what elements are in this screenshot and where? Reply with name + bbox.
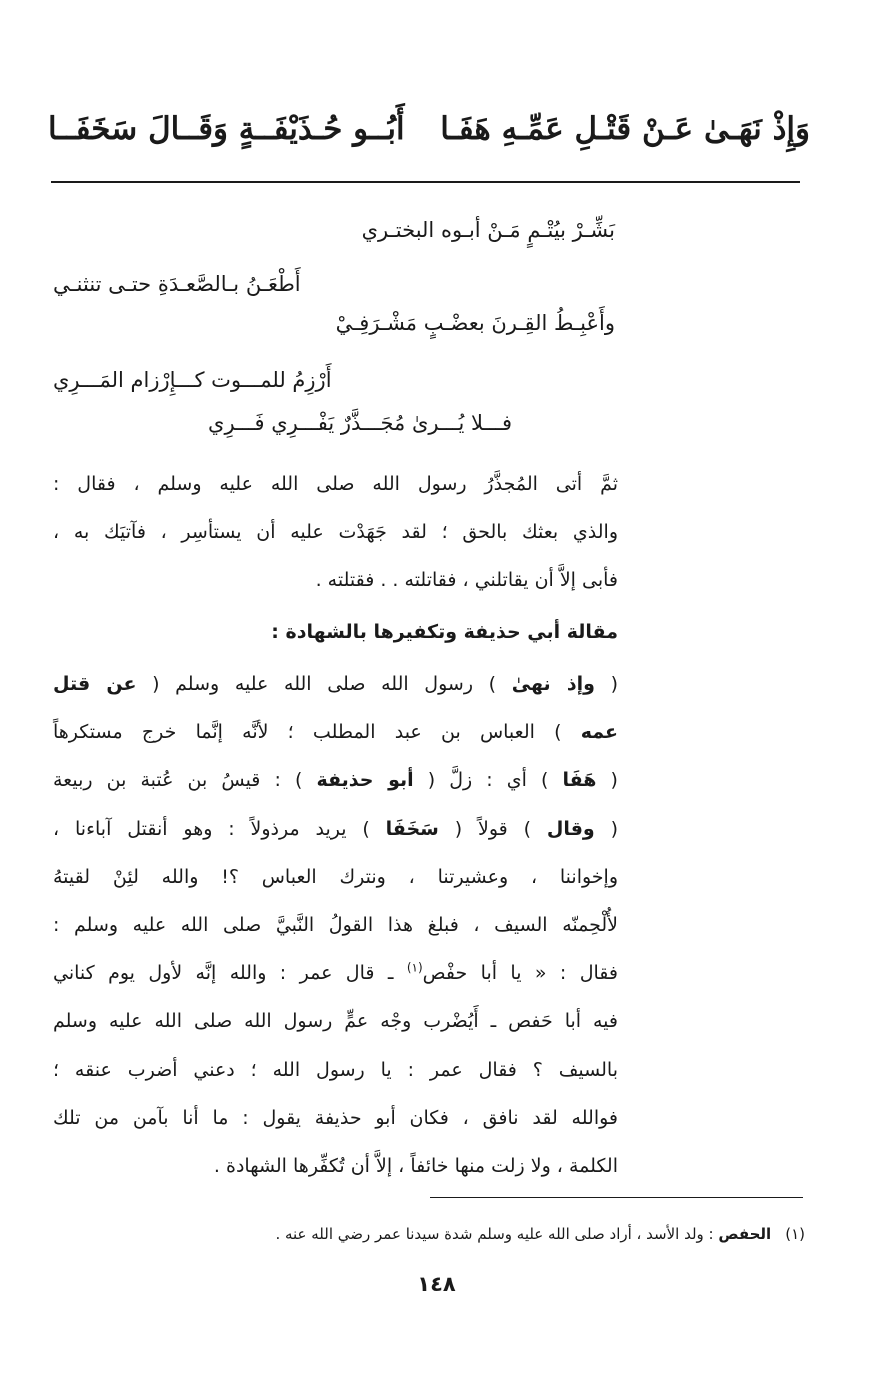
footnote [275,1222,805,1246]
paragraph-2-line-8: فيه أبا حَفص ـ أَيُضْرب وجْه عمٍّ رسول الله صلى الله عليه وسلم [53,1010,618,1033]
header-divider [51,181,800,183]
section-title: مقالة أبي حذيفة وتكفيرها بالشهادة : [271,621,618,643]
paragraph-2-line-4: ( وقال ) قولاً ( سَخَفَا ) يريد مرذولاً : وهو أنقتل آباءنا ، [53,817,619,840]
paragraph-1-line-1: ثمَّ أتى المُجذَّرُ رسول الله صلى الله عليه وسلم ، فقال : [53,473,618,495]
page-number: ١٤٨ [417,1272,456,1296]
paragraph-2 [53,660,618,1190]
verse-hemistich-right: وَإِذْ نَهَـىٰ عَـنْ قَتْـلِ عَمِّـهِ هَفَـا [440,111,810,147]
paragraph-2-line-10: فوالله لقد نافق ، فكان أبو حذيفة يقول : ما أنا بآمن من تلك [53,1106,618,1129]
paragraph-1 [53,460,618,605]
header-verse [48,104,810,164]
paragraph-1-line-2: والذي بعثك بالحق ؛ لقد جَهَدْت عليه أن يستأسِر ، فآتيَك به ، [53,521,618,544]
paragraph-2-line-7: فقال : « يا أبا حفْص$^{(١)}$ ـ قال عمر : والله إنَّه لأول يوم كناني [53,960,618,985]
paragraph-2-line-11: الكلمة ، ولا زلت منها خائفاً ، إلاَّ أن تُكفِّرها الشهادة . [213,1154,618,1177]
footnote-term: الحفص [718,1225,772,1243]
poem-line-2: أَطْعَـنُ بـالصَّعـدَةِ حتـى تنثنـي [53,272,301,296]
paragraph-2-line-9: بالسيف ؟ فقال عمر : يا رسول الله ؛ دعني أضرب عنقه ؛ [53,1058,618,1081]
footnote-marker[interactable]: (١) [406,960,423,975]
poem-line-1: بَشِّـرْ بيُتْـمٍ مَـنْ أبـوه البختـري [361,218,615,242]
paragraph-1-line-3: فأبى إلاَّ أن يقاتلني ، فقاتلته . . فقتلته . [315,569,618,592]
paragraph-2-line-6: لأُلْحِمنّه السيف ، فبلغ هذا القولُ النَّبيَّ صلى الله عليه وسلم : [53,913,618,936]
footnote-number: (١) [785,1225,805,1243]
poem-line-4: أَرْزِمُ للمـــوت كـــإِرْزام المَـــرِي [53,368,332,392]
footnote-text: : ولد الأسد ، أراد صلى الله عليه وسلم شدة سيدنا عمر رضي الله عنه . [275,1225,719,1243]
paragraph-2-line-2: عمه ) العباس بن عبد المطلب ؛ لأنَّه إنَّما خرج مستكرهاً [53,721,618,744]
paragraph-2-line-3: ( هَفَا ) أي : زلَّ ( أبو حذيفة ) : قيسُ بن عُتبة بن ربيعة [53,769,618,792]
footnote-divider [430,1197,803,1198]
paragraph-2-line-5: وإخواننا ، وعشيرتنا ، ونترك العباس ؟! والله لئِنْ لقيتهُ [53,865,618,888]
verse-hemistich-left: أَبُــو حُـذَيْفَــةٍ وَقَــالَ سَخَفَــا [48,111,405,147]
poem-line-3: وأَعْبِـطُ القِـرنَ بعضْـبٍ مَشْـرَفِـيْ [335,311,615,335]
poem-line-5: فـــلا يُـــرىٰ مُجَـــذَّرٌ يَفْـــرِي فَـــرِي [208,411,512,435]
paragraph-2-line-1: ( وإذ نهىٰ ) رسول الله صلى الله عليه وسلم ( عن قتل [53,673,618,695]
